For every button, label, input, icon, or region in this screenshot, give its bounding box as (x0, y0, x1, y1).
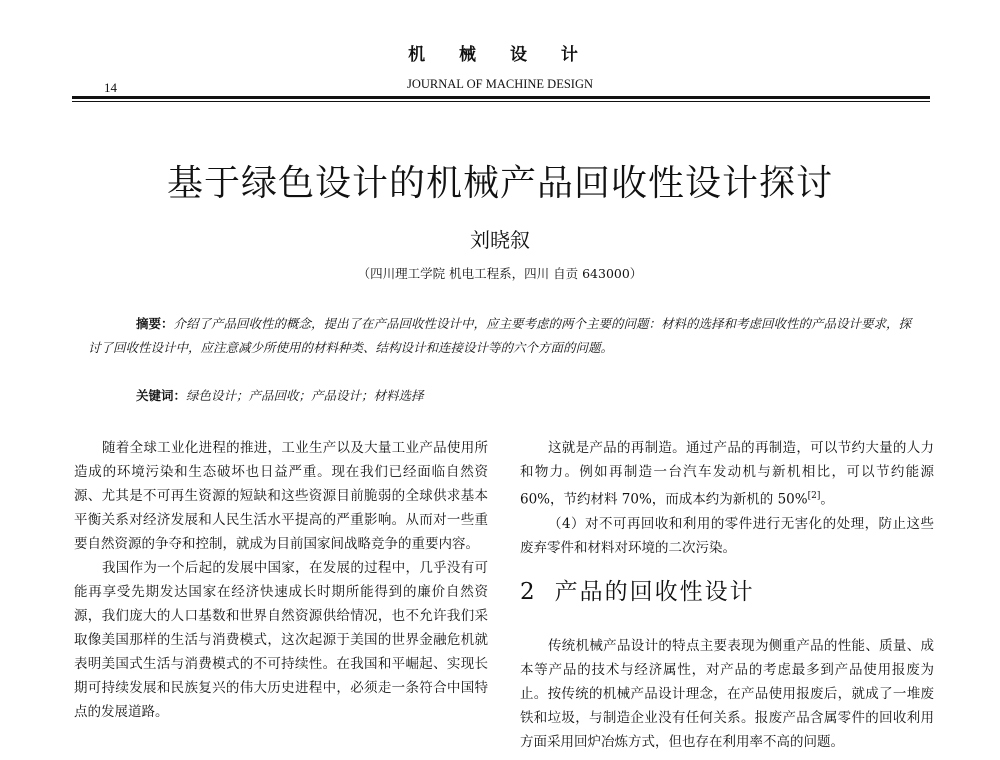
header-rule-thin (72, 101, 930, 102)
left-paragraph-1: 随着全球工业化进程的推进，工业生产以及大量工业产品使用所造成的环境污染和生态破坏也日益严重。现在我们已经面临自然资源、尤其是不可再生资源的短缺和这些资源目前脆弱的全球供求基本平衡关系对经济发展和人民生活水平提高的严重影响。从而对一些重要自然资源的争夺和控制，就成为目前国家间战略竞争的重要内容。 (74, 440, 488, 552)
right-paragraph-2: （4）对不可再回收和利用的零件进行无害化的处理，防止这些废弃零件和材料对环境的二次污染。 (520, 515, 934, 556)
abstract-text: 介绍了产品回收性的概念，提出了在产品回收性设计中，应主要考虑的两个主要的问题：材料的选择和考虑回收性的产品设计要求，探讨了回收性设计中，应注意减少所使用的材料种类、结构设计和连接设计等的六个方面的问题。 (88, 316, 912, 355)
right-paragraph-1-end: 。 (820, 491, 834, 508)
journal-name-en: JOURNAL OF MACHINE DESIGN (407, 77, 593, 91)
abstract-label: 摘要： (136, 316, 174, 331)
header-rule-thick (72, 96, 930, 99)
page-number: 14 (104, 80, 117, 95)
keywords (136, 386, 916, 404)
left-paragraph-2: 我国作为一个后起的发展中国家，在发展的过程中，几乎没有可能再享受先期发达国家在经济快速成长时期所能得到的廉价自然资源，我们庞大的人口基数和世界自然资源供给情况，也不允许我们采取像美国那样的生活与消费模式，这次起源于美国的世界金融危机就表明美国式生活与消费模式的不可持续性。在我国和平崛起、实现长期可持续发展和民族复兴的伟大历史进程中，必须走一条符合中国特点的发展道路。 (74, 560, 488, 720)
section-title: 产品的回收性设计 (554, 578, 755, 605)
affiliation: （四川理工学院 机电工程系，四川 自贡 643000） (357, 266, 643, 281)
keywords-text: 绿色设计；产品回收；产品设计；材料选择 (186, 388, 424, 403)
right-paragraph-1-text: 这就是产品的再制造。通过产品的再制造，可以节约大量的人力和物力。例如再制造一台汽车发动机与新机相比，可以节约能源 60%，节约材料 70%，而成本约为新机的 50% (520, 440, 934, 508)
keywords-label: 关键词： (136, 388, 187, 403)
journal-name-cn: 机 械 设 计 (408, 45, 592, 65)
right-paragraph-3: 传统机械产品设计的特点主要表现为侧重产品的性能、质量、成本等产品的技术与经济属性，对产品的考虑最多到产品使用报废为止。按传统的机械产品设计理念，在产品使用报废后，就成了一堆废铁和垃圾，与制造企业没有任何关系。报废产品含属零件的回收利用方面采用回炉冶炼方式，但也存在利用率不高的问题。 (520, 637, 934, 750)
abstract (88, 312, 918, 360)
article-title: 基于绿色设计的机械产品回收性设计探讨 (166, 163, 833, 204)
section-number: 2 (520, 578, 537, 605)
left-column (74, 436, 488, 724)
right-column (520, 436, 934, 754)
author-name: 刘晓叙 (470, 228, 530, 252)
citation-ref: [2] (807, 491, 821, 501)
right-paragraph-1 (520, 436, 934, 512)
section-heading (520, 580, 934, 604)
